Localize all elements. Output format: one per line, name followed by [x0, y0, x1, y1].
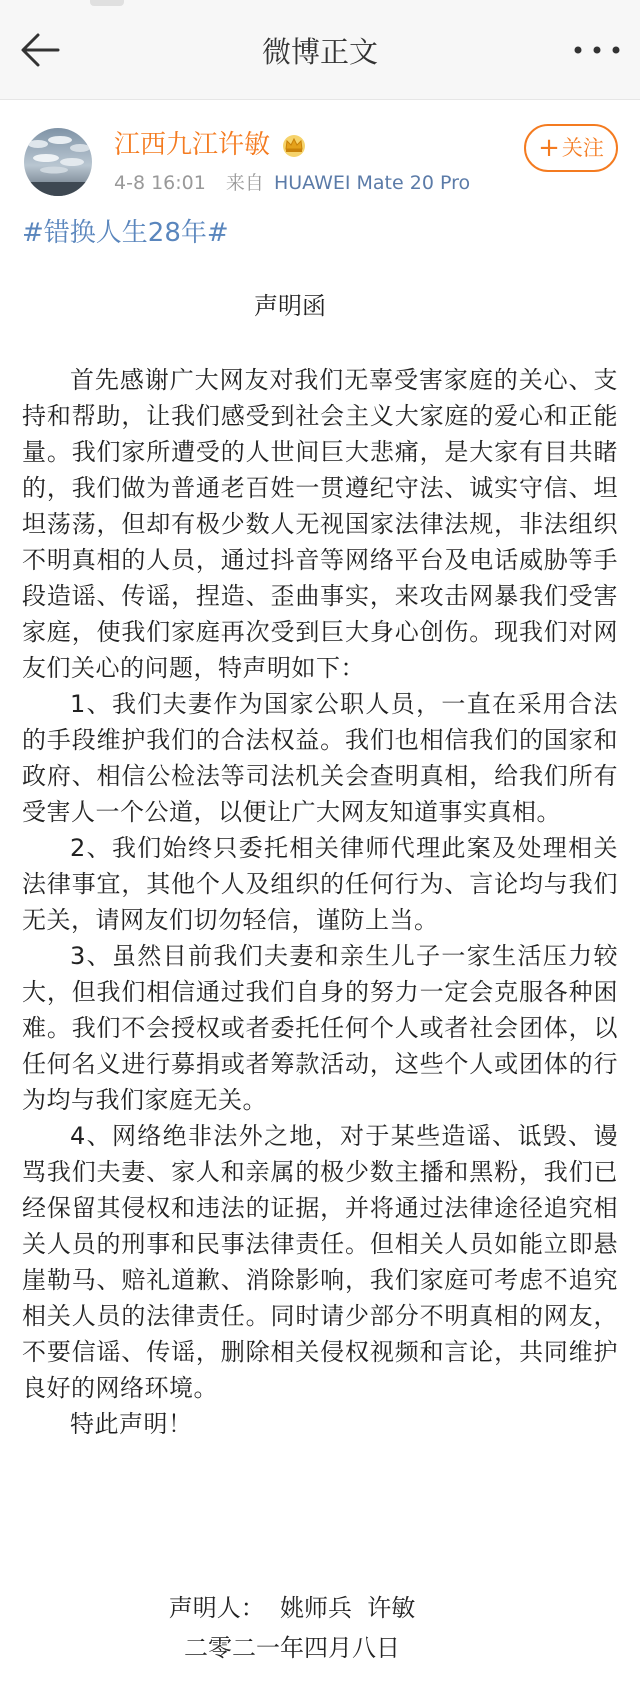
statement-title: 声明函	[254, 292, 326, 320]
post-time: 4-8 16:01	[114, 172, 206, 194]
crown-icon	[279, 132, 309, 158]
statement-closing: 特此声明！	[70, 1410, 193, 1438]
plus-icon: +	[538, 133, 560, 163]
statement-paragraph: 3、虽然目前我们夫妻和亲生儿子一家生活压力较大，但我们相信通过我们自身的努力一定会克服各种困难。我们不会授权或者委托任何个人或者社会团体，以任何名义进行募捐或者筹款活动，这些个人或团体的行为均与我们家庭无关。	[22, 942, 618, 1114]
username[interactable]: 江西九江许敏	[114, 130, 271, 160]
statement-paragraph: 4、网络绝非法外之地，对于某些造谣、诋毁、谩骂我们夫妻、家人和亲属的极少数主播和黑粉，我们已经保留其侵权和违法的证据，并将通过法律途径追究相关人员的刑事和民事法律责任。但相关人员如能立即悬崖勒马、赔礼道歉、消除影响，我们家庭可考虑不追究相关人员的法律责任。同时请少部分不明真相的网友，不要信谣、传谣，删除相关侵权视频和言论，共同维护良好的网络环境。	[22, 1122, 618, 1402]
statement-date: 二零二一年四月八日	[184, 1634, 400, 1662]
hashtag-link[interactable]: #错换人生28年#	[22, 218, 229, 248]
page-title: 微博正文	[261, 35, 378, 69]
status-bar-fragment	[90, 0, 124, 6]
top-navigation-bar	[0, 0, 640, 100]
sky-clouds-avatar-icon	[24, 128, 92, 196]
device-name: HUAWEI Mate 20 Pro	[273, 172, 471, 194]
source-prefix: 来自	[225, 172, 264, 194]
follow-button[interactable]	[524, 124, 618, 172]
more-dots-icon[interactable]	[572, 38, 622, 62]
post-meta	[114, 170, 470, 196]
statement-signer: 声明人： 姚师兵 许敏	[168, 1594, 416, 1622]
statement-paragraph: 1、我们夫妻作为国家公职人员，一直在采用合法的手段维护我们的合法权益。我们也相信我们的国家和政府、相信公检法等司法机关会查明真相，给我们所有受害人一个公道，以便让广大网友知道事实真相。	[22, 690, 618, 826]
avatar[interactable]	[24, 128, 92, 196]
statement-paragraph: 2、我们始终只委托相关律师代理此案及处理相关法律事宜，其他个人及组织的任何行为、言论均与我们无关，请网友们切勿轻信，谨防上当。	[22, 834, 618, 934]
follow-label: 关注	[561, 136, 604, 160]
statement-paragraph: 首先感谢广大网友对我们无辜受害家庭的关心、支持和帮助，让我们感受到社会主义大家庭的爱心和正能量。我们家所遭受的人世间巨大悲痛，是大家有目共睹的，我们做为普通老百姓一贯遵纪守法、诚实守信、坦坦荡荡，但却有极少数人无视国家法律法规，非法组织不明真相的人员，通过抖音等网络平台及电话威胁等手段造谣、传谣，捏造、歪曲事实，来攻击网暴我们受害家庭，使我们家庭再次受到巨大身心创伤。现我们对网友们关心的问题，特声明如下：	[22, 366, 618, 682]
statement-body	[22, 362, 618, 1442]
